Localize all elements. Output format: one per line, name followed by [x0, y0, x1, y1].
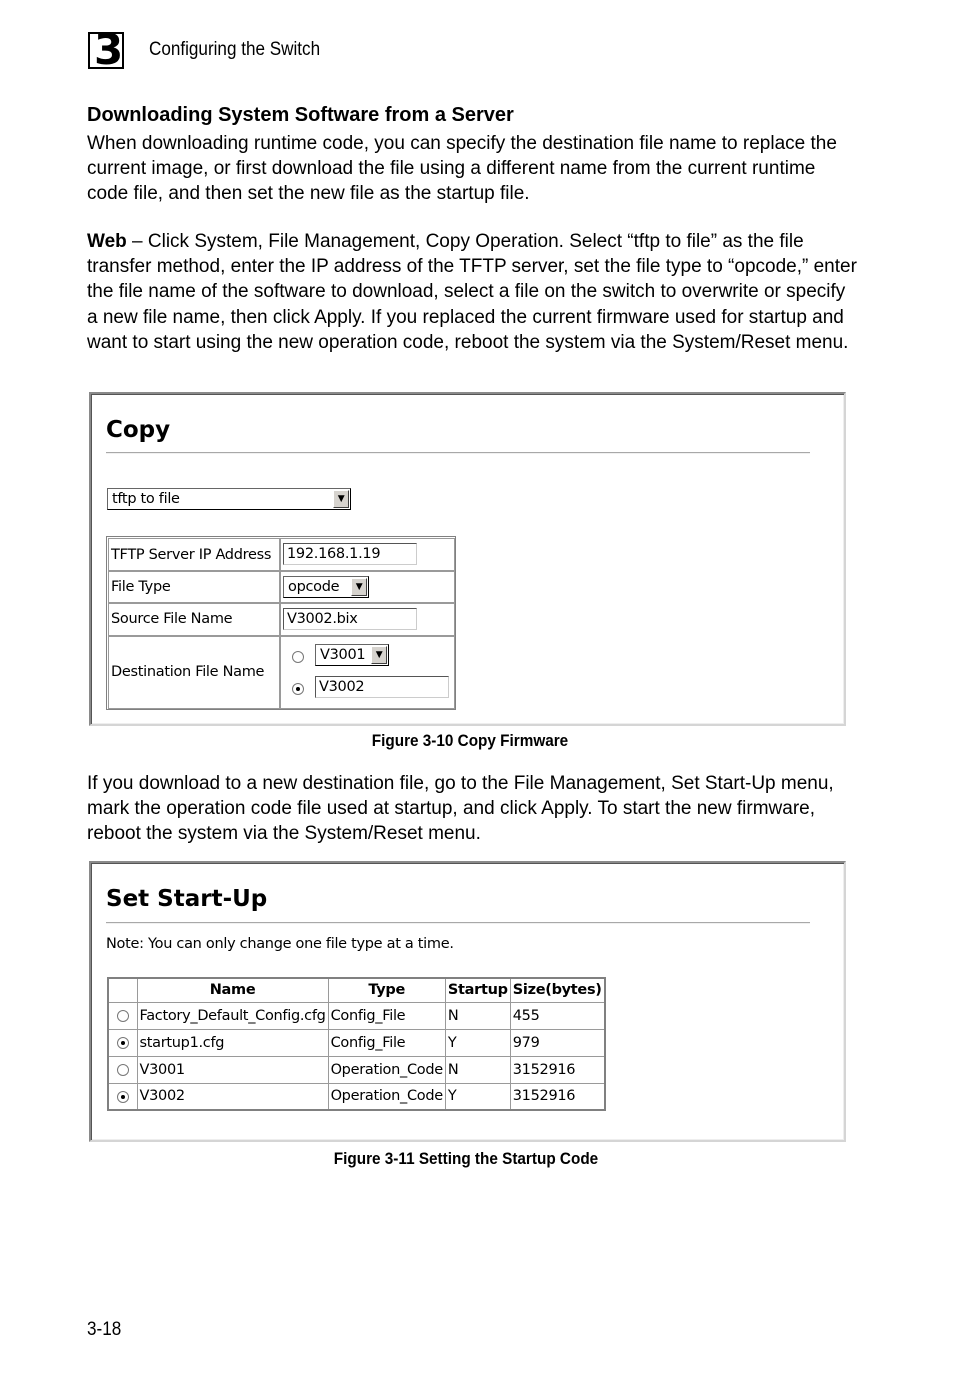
radio-cell — [108, 1002, 137, 1029]
server-ip-label-cell — [108, 538, 280, 571]
cell-startup: Y — [445, 1029, 510, 1056]
set-startup-screenshot — [89, 861, 846, 1142]
chevron-down-icon[interactable]: ▼ — [333, 490, 349, 508]
cell-size: 455 — [510, 1002, 604, 1029]
source-file-input[interactable] — [283, 608, 417, 630]
file-select-radio[interactable] — [117, 1064, 129, 1076]
web-instructions-text: – Click System, File Management, Copy Operation. Select “tftp to file” as the file transfer method, enter the IP address of the TFTP server, set the file type to “opcode,” enter the file name of the software to download, select a file on the switch to overwrite or specify a new file name, then click Apply. If you replaced the current firmware used for startup and want to start using the new operation code, reboot the system via the System/Reset menu. — [87, 231, 857, 353]
copy-method-select[interactable] — [107, 488, 351, 510]
cell-size: 979 — [510, 1029, 604, 1056]
file-type-value-cell — [280, 571, 455, 603]
source-file-label-cell — [108, 603, 280, 636]
copy-title-rule — [106, 452, 810, 454]
radio-cell — [108, 1083, 137, 1110]
server-ip-value: 192.168.1.19 — [287, 546, 381, 562]
server-ip-value-cell — [280, 538, 455, 571]
running-title: Configuring the Switch — [149, 39, 321, 60]
file-type-value: opcode — [288, 579, 340, 595]
startup-panel-title: Set Start-Up — [106, 886, 268, 912]
dest-file-label: Destination File Name — [111, 664, 265, 680]
cell-name: V3001 — [137, 1056, 328, 1083]
dest-existing-value: V3001 — [320, 647, 366, 663]
server-ip-label: TFTP Server IP Address — [111, 547, 272, 563]
type-column-header: Type — [328, 978, 445, 1002]
chapter-badge — [88, 25, 128, 74]
cell-type: Operation_Code — [328, 1083, 445, 1110]
intro-paragraph: When downloading runtime code, you can specify the destination file name to replace the current image, or first download the file using a different name from the current runtime code file, and then set the new file as the startup file. — [87, 133, 837, 205]
file-select-radio[interactable] — [117, 1010, 129, 1022]
cell-startup: N — [445, 1002, 510, 1029]
source-file-label: Source File Name — [111, 611, 233, 627]
dest-existing-select[interactable] — [315, 644, 389, 666]
cell-size: 3152916 — [510, 1083, 604, 1110]
file-type-select[interactable] — [283, 576, 369, 598]
dest-file-value-cell — [280, 636, 455, 709]
figure-caption-copy: Figure 3-10 Copy Firmware — [371, 731, 569, 750]
startup-title-rule — [106, 922, 810, 924]
cell-type: Config_File — [328, 1002, 445, 1029]
table-header-row — [108, 978, 605, 1002]
server-ip-input[interactable] — [283, 543, 417, 565]
cell-size: 3152916 — [510, 1056, 604, 1083]
source-file-value: V3002.bix — [287, 611, 358, 627]
web-instructions-paragraph — [87, 229, 857, 355]
copy-method-value: tftp to file — [112, 491, 180, 507]
copy-settings-grid — [106, 536, 456, 710]
web-lead: Web — [87, 231, 127, 252]
name-column-header: Name — [137, 978, 328, 1002]
table-row — [108, 1029, 605, 1056]
file-type-label-cell — [108, 571, 280, 603]
cell-name: Factory_Default_Config.cfg — [137, 1002, 328, 1029]
figure-caption-startup: Figure 3-11 Setting the Startup Code — [333, 1149, 599, 1168]
dest-new-value: V3002 — [319, 679, 365, 695]
copy-firmware-screenshot — [89, 392, 846, 726]
cell-type: Config_File — [328, 1029, 445, 1056]
size-column-header: Size(bytes) — [510, 978, 604, 1002]
chapter-number: 3 — [94, 25, 124, 74]
cell-name: V3002 — [137, 1083, 328, 1110]
source-file-value-cell — [280, 603, 455, 636]
cell-startup: N — [445, 1056, 510, 1083]
section-title: Downloading System Software from a Server — [87, 104, 514, 126]
radio-cell — [108, 1029, 137, 1056]
cell-name: startup1.cfg — [137, 1029, 328, 1056]
chevron-down-icon[interactable]: ▼ — [371, 646, 387, 664]
dest-new-radio[interactable] — [292, 683, 304, 695]
table-row — [108, 1083, 605, 1110]
chevron-down-icon[interactable]: ▼ — [351, 578, 367, 596]
radio-cell — [108, 1056, 137, 1083]
file-select-radio[interactable] — [117, 1037, 129, 1049]
page-number: 3-18 — [87, 1319, 122, 1340]
dest-file-label-cell — [108, 636, 280, 709]
cell-startup: Y — [445, 1083, 510, 1110]
dest-existing-radio[interactable] — [292, 651, 304, 663]
cell-type: Operation_Code — [328, 1056, 445, 1083]
copy-panel-title: Copy — [106, 417, 171, 443]
file-type-label: File Type — [111, 579, 171, 595]
dest-new-input[interactable] — [315, 676, 449, 698]
table-row — [108, 1002, 605, 1029]
startup-column-header: Startup — [445, 978, 510, 1002]
startup-paragraph: If you download to a new destination file, go to the File Management, Set Start-Up menu, mark the operation code file used at startup, and click Apply. To start the new firmware, reboot the system via the System/Reset menu. — [87, 773, 834, 845]
startup-files-table — [107, 977, 606, 1111]
file-select-radio[interactable] — [117, 1091, 129, 1103]
select-column-header — [108, 978, 137, 1002]
startup-note: Note: You can only change one file type at a time. — [106, 936, 454, 952]
table-row — [108, 1056, 605, 1083]
